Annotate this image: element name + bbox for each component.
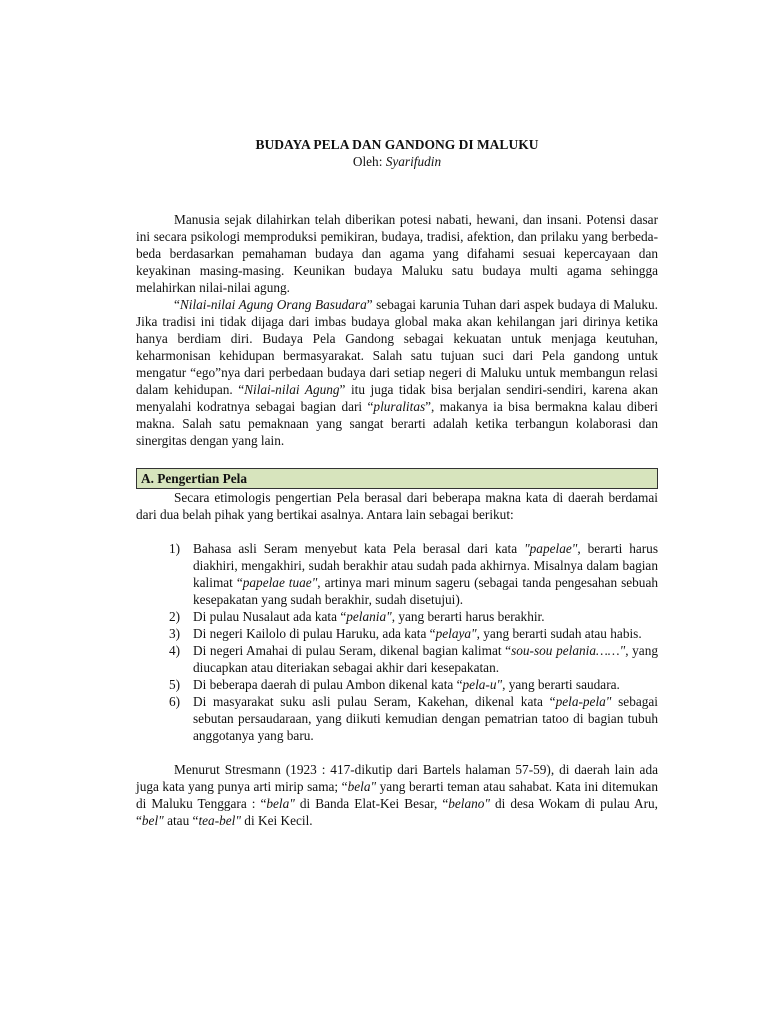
document-title: BUDAYA PELA DAN GANDONG DI MALUKU (255, 137, 539, 152)
list-item-text: Di beberapa daerah di pulau Ambon dikenal kata “pela-u", yang berarti saudara. (193, 677, 620, 692)
list-item-text: Bahasa asli Seram menyebut kata Pela berasal dari kata "papelae", berarti harus diakhiri, mengakhiri, sudah berakhir atau sudah pada akhirnya. Misalnya dalam bagian kalimat “papelae tuae", artinya mari minum sageru (sebagai tanda pengesahan sebuah kesepakatan yang sudah berakhir, sudah disetujui). (193, 541, 658, 607)
italic-term: papelae tuae" (242, 575, 318, 590)
list-item-number: 4) (169, 643, 181, 658)
list-item-number: 5) (169, 677, 181, 692)
section-intro-paragraph: Secara etimologis pengertian Pela berasal dari beberapa makna kata di daerah berdamai dari dua belah pihak yang bertikai asalnya. Antara lain sebagai berikut: (136, 490, 658, 522)
italic-term: pluralitas (373, 399, 426, 414)
author-name: Syarifudin (385, 154, 442, 169)
italic-term: Nilai-nilai Agung Orang Basudara (179, 297, 367, 312)
list-item-number: 1) (169, 541, 181, 556)
list-item (136, 676, 658, 693)
list-item-text: Di pulau Nusalaut ada kata “pelania", yang berarti harus berakhir. (193, 609, 545, 624)
italic-term: pela-u" (462, 677, 503, 692)
etymology-list (136, 540, 658, 744)
italic-term: bela" (266, 796, 295, 811)
list-item (136, 642, 658, 676)
list-item (136, 693, 658, 744)
list-item (136, 625, 658, 642)
list-item-text: Di negeri Amahai di pulau Seram, dikenal bagian kalimat “sou-sou pelania……", yang diucapkan atau diteriakan sebagai akhir dari kesepakatan. (193, 643, 659, 675)
italic-term: pela-pela" (555, 694, 612, 709)
closing-paragraph: Menurut Stresmann (1923 : 417-dikutip dari Bartels halaman 57-59), di daerah lain ada juga kata yang punya arti mirip sama; “bela" yang berarti teman atau sahabat. Kata ini ditemukan di Maluku Tenggara : “bela" di Banda Elat-Kei Besar, “belano" di desa Wokam di pulau Aru, “bel" atau “tea-bel" di Kei Kecil. (136, 762, 658, 828)
italic-term: sou-sou pelania……" (511, 643, 626, 658)
italic-term: bel" (141, 813, 164, 828)
italic-term: belano" (448, 796, 491, 811)
italic-term: pelaya" (435, 626, 477, 641)
italic-term: Nilai-nilai Agung (244, 382, 340, 397)
list-item (136, 608, 658, 625)
italic-term: tea-bel" (198, 813, 241, 828)
document-body (136, 136, 658, 829)
list-item-number: 3) (169, 626, 181, 641)
list-item-text: Di masyarakat suku asli pulau Seram, Kakehan, dikenal kata “pela-pela" sebagai sebutan persaudaraan, yang diikuti kemudian dengan pematrian tatoo di bagian tubuh anggotanya yang baru. (193, 694, 658, 743)
list-item (136, 540, 658, 608)
byline (136, 153, 658, 170)
section-heading-pengertian-pela: A. Pengertian Pela (136, 468, 658, 489)
intro-paragraph-1: Manusia sejak dilahirkan telah diberikan potesi nabati, hewani, dan insani. Potensi dasar ini secara psikologi memproduksi pemikiran, budaya, tradisi, afektion, dan prilaku yang berbeda-beda berdasarkan pemahaman budaya dan agama yang difahami sesuai kepercayaan dan keyakinan masing-masing. Keunikan budaya Maluku satu budaya multi agama sehingga melahirkan nilai-nilai agung. (136, 212, 658, 295)
intro-paragraph-2: “Nilai-nilai Agung Orang Basudara” sebagai karunia Tuhan dari aspek budaya di Maluku. Jika tradisi ini tidak dijaga dari imbas budaya global maka akan kehilangan jari dirinya ketika hanya berdiam diri. Budaya Pela Gandong sebagai kekuatan untuk menjaga keutuhan, keharmonisan kehidupan bermasyarakat. Salah satu tujuan suci dari Pela gandong untuk mengatur “ego”nya dari perbedaan budaya dari setiap negeri di Maluku untuk membangun relasi dalam kehidupan. “Nilai-nilai Agung” itu juga tidak bisa berjalan sendiri-sendiri, karena akan menyalahi kodratnya sebagai bagian dari “pluralitas”, makanya ia bisa bermakna kalau diberi makna. Salah satu pemaknaan yang sangat berarti adalah ketika terbangun kolaborasi dan sinergitas dengan yang lain. (136, 297, 658, 448)
list-item-number: 6) (169, 694, 181, 709)
list-item-text: Di negeri Kailolo di pulau Haruku, ada kata “pelaya", yang berarti sudah atau habis. (193, 626, 642, 641)
byline-prefix: Oleh: (352, 154, 386, 169)
italic-term: pelania" (346, 609, 392, 624)
italic-term: "papelae" (524, 541, 578, 556)
italic-term: bela" (347, 779, 377, 794)
list-item-number: 2) (169, 609, 181, 624)
